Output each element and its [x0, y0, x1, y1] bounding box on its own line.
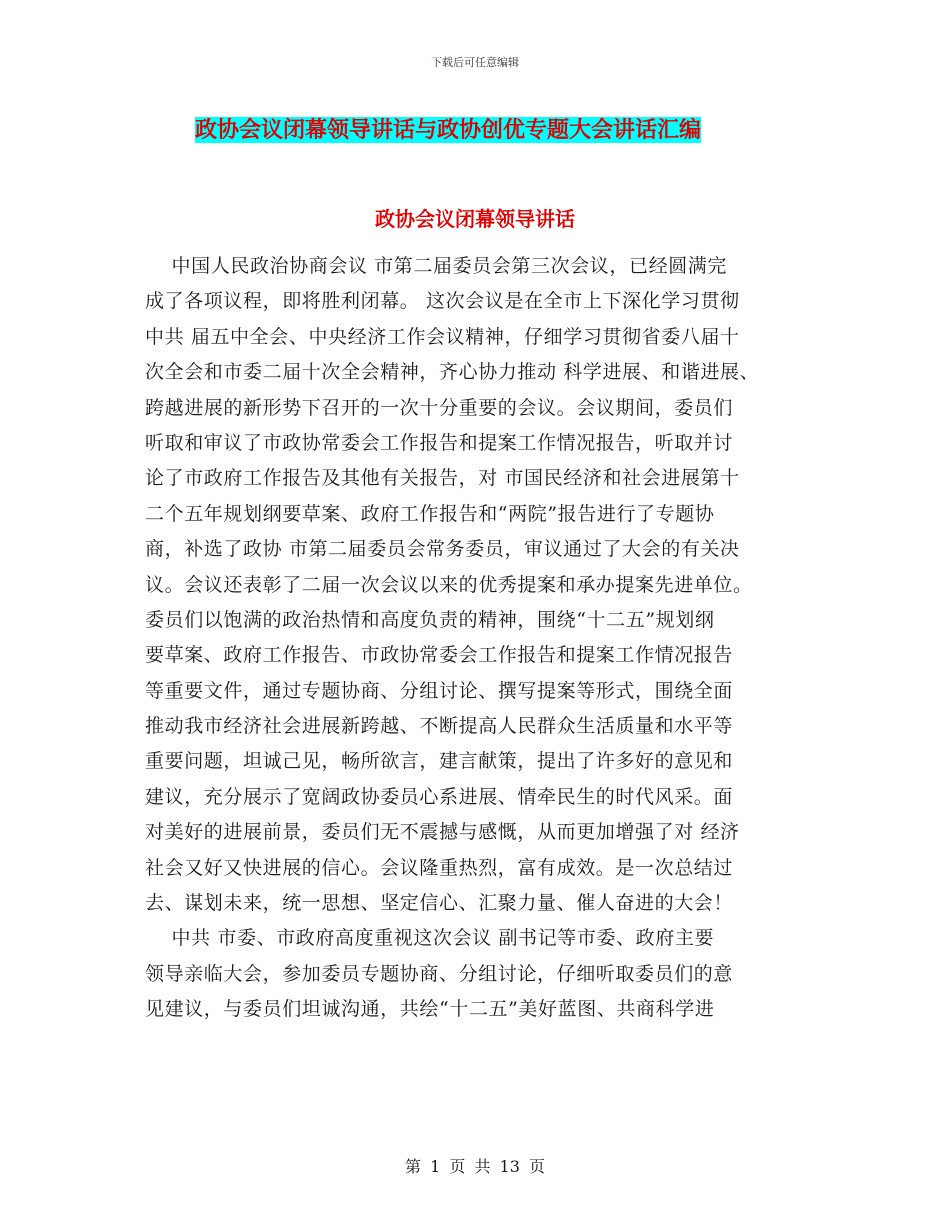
- body-line: 领导亲临大会，参加委员专题协商、分组讨论，仔细听取委员们的意: [145, 962, 734, 985]
- body-line: 商，补选了政协 市第二届委员会常务委员，审议通过了大会的有关决: [145, 538, 740, 561]
- body-line: 建议，充分展示了宽阔政协委员心系进展、情牵民生的时代风采。面: [145, 785, 734, 808]
- body-line: 论了市政府工作报告及其他有关报告，对 市国民经济和社会进展第十: [145, 467, 740, 490]
- page-number: 第 1 页 共 13 页: [405, 1157, 545, 1176]
- body-line: 中共 届五中全会、中央经济工作会议精神，仔细学习贯彻省委八届十: [145, 325, 740, 348]
- body-line: 听取和审议了市政协常委会工作报告和提案工作情况报告，听取并讨: [145, 431, 734, 454]
- header-note: 下载后可任意编辑: [431, 56, 519, 69]
- body-line: 重要问题，坦诚己见，畅所欲言，建言献策，提出了许多好的意见和: [145, 750, 734, 773]
- body-line: 次全会和市委二届十次全会精神，齐心协力推动 科学进展、和谐进展、: [145, 361, 760, 384]
- body-line: 要草案、政府工作报告、市政协常委会工作报告和提案工作情况报告: [145, 644, 734, 667]
- section-title: 政协会议闭幕领导讲话: [375, 207, 575, 231]
- body-line: 中国人民政治协商会议 市第二届委员会第三次会议，已经圆满完: [145, 255, 727, 277]
- body-text: [145, 249, 817, 1028]
- body-line: 社会又好又快进展的信心。会议隆重热烈，富有成效。是一次总结过: [145, 856, 734, 879]
- body-line: 成了各项议程，即将胜利闭幕。 这次会议是在全市上下深化学习贯彻: [145, 290, 740, 313]
- document-title: [193, 113, 703, 147]
- document-title-text: 政协会议闭幕领导讲话与政协创优专题大会讲话汇编: [195, 117, 702, 143]
- body-line: 跨越进展的新形势下召开的一次十分重要的会议。会议期间，委员们: [145, 396, 734, 419]
- body-line: 二个五年规划纲要草案、政府工作报告和“两院”报告进行了专题协: [145, 502, 715, 525]
- body-line: 委员们以饱满的政治热情和高度负责的精神，围绕“十二五”规划纲: [145, 608, 715, 631]
- body-line: 议。会议还表彰了二届一次会议以来的优秀提案和承办提案先进单位。: [145, 573, 753, 596]
- body-line: 去、谋划未来，统一思想、坚定信心、汇聚力量、催人奋进的大会！: [145, 892, 734, 915]
- body-line: 等重要文件，通过专题协商、分组讨论、撰写提案等形式，围绕全面: [145, 679, 734, 702]
- body-line: 中共 市委、市政府高度重视这次会议 副书记等市委、政府主要: [145, 927, 715, 950]
- body-line: 推动我市经济社会进展新跨越、不断提高人民群众生活质量和水平等: [145, 715, 734, 738]
- body-line: 见建议，与委员们坦诚沟通，共绘“十二五”美好蓝图、共商科学进: [145, 998, 715, 1021]
- body-line: 对美好的进展前景，委员们无不震撼与感慨，从而更加增强了对 经济: [145, 821, 740, 844]
